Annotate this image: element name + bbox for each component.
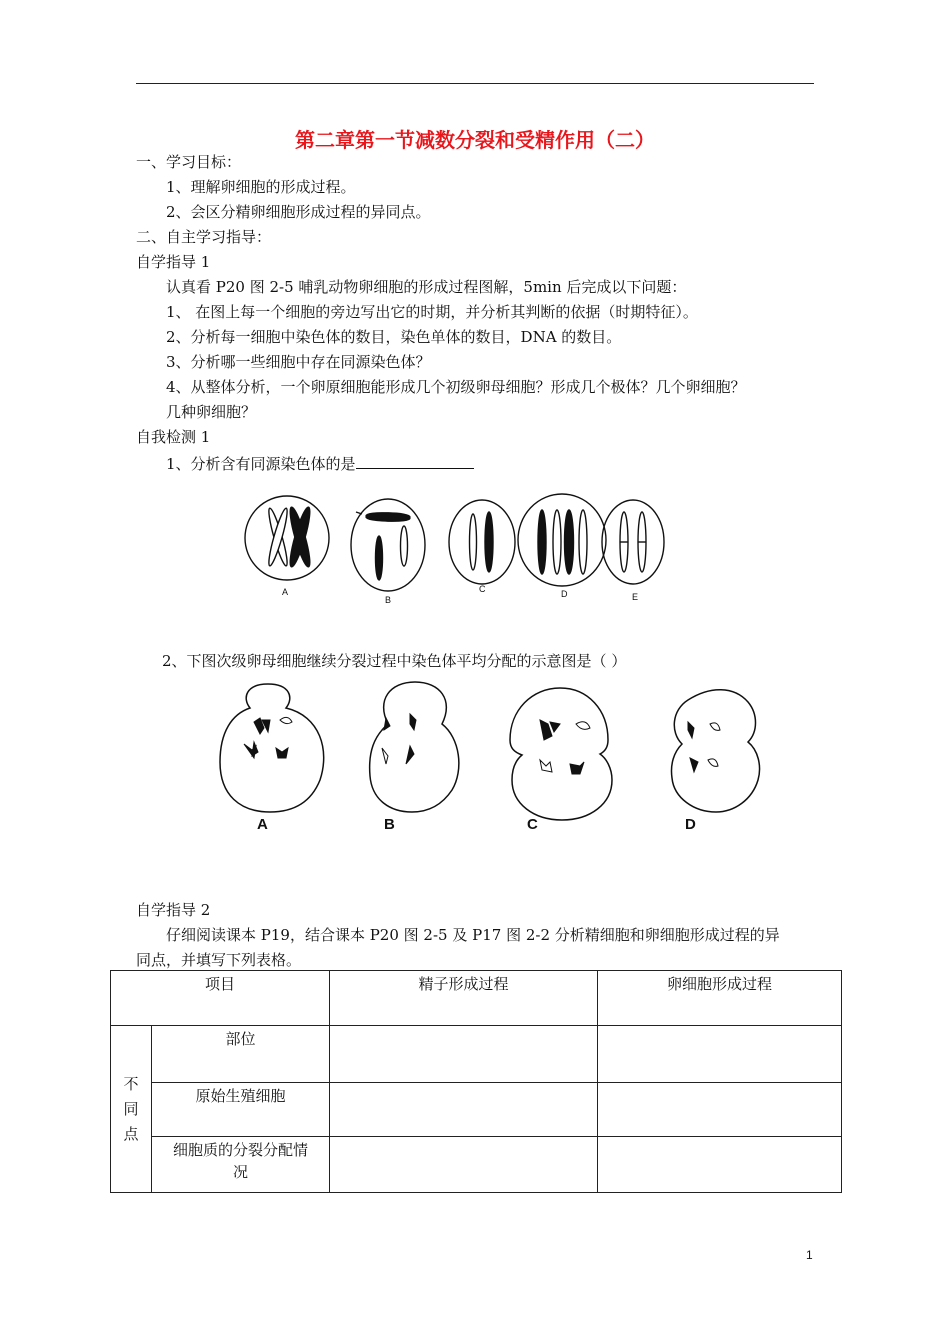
row-label: 部位 [152,1026,330,1083]
group-char: 点 [123,1124,139,1143]
check1-heading: 自我检测 1 [136,428,211,446]
cell-e [602,500,664,584]
guide1-heading: 自学指导 1 [136,253,211,271]
fig2-label: A [257,816,268,833]
table-row [111,1137,842,1193]
table-row [111,1026,842,1083]
guide1-question: 3、分析哪一些细胞中存在同源染色体？ [166,353,431,371]
fig1-label: C [479,584,486,594]
answer-cell[interactable] [598,1083,842,1137]
group-char: 不 [123,1074,139,1093]
fig2-label: C [527,816,538,833]
guide2-heading: 自学指导 2 [136,901,211,919]
cell-c [449,500,515,584]
guide-heading: 二、自主学习指导： [136,228,272,246]
cell-b [370,682,459,812]
fig2-label: D [685,816,696,833]
fig1-label: A [282,587,289,597]
cell-c [510,688,612,820]
row-label: 细胞质的分裂分配情况 [152,1137,330,1193]
cell-d [671,690,759,812]
answer-cell[interactable] [330,1137,598,1193]
table-row [111,1083,842,1137]
chromosome-cells-figure [238,490,658,615]
goal-item: 2、会区分精卵细胞形成过程的异同点。 [166,203,431,221]
answer-blank[interactable] [356,452,474,469]
page-title: 第二章第一节减数分裂和受精作用（二） [295,128,655,152]
guide1-intro: 认真看 P20 图 2-5 哺乳动物卵细胞的形成过程图解，5min 后完成以下问题： [166,278,687,296]
row-label: 原始生殖细胞 [152,1083,330,1137]
fig1-label: B [385,595,392,605]
comparison-table [110,970,842,1193]
cell-a [220,684,324,812]
guide1-question: 1、 在图上每一个细胞的旁边写出它的时期，并分析其判断的依据（时期特征）。 [166,303,698,321]
answer-cell[interactable] [330,1083,598,1137]
group-label [111,1026,152,1193]
answer-cell[interactable] [598,1026,842,1083]
goals-heading: 一、学习目标： [136,153,242,171]
guide1-question: 4、从整体分析，一个卵原细胞能形成几个初级卵母细胞？形成几个极体？几个卵细胞？ [166,378,746,396]
fig1-label: E [632,592,639,602]
question-text: 1、分析含有同源染色体的是 [166,455,356,473]
guide2-text-cont: 同点，并填写下列表格。 [136,951,302,969]
guide2-text: 仔细阅读课本 P19，结合课本 P20 图 2-5 及 P17 图 2-2 分析精细胞和卵细胞形成过程的异 [166,926,780,944]
goal-item: 1、理解卵细胞的形成过程。 [166,178,356,196]
oocyte-division-figure [210,680,770,840]
fig2-label: B [384,816,395,833]
header-rule [136,83,814,84]
header-egg: 卵细胞形成过程 [598,971,842,1026]
check1-question-1 [166,452,474,474]
answer-cell[interactable] [330,1026,598,1083]
page-number: 1 [806,1248,813,1262]
guide1-question-cont: 几种卵细胞？ [166,403,257,421]
header-sperm: 精子形成过程 [330,971,598,1026]
cell-d [518,494,606,586]
answer-cell[interactable] [598,1137,842,1193]
header-item: 项目 [111,971,330,1026]
guide1-question: 2、分析每一细胞中染色体的数目，染色单体的数目，DNA 的数目。 [166,328,622,346]
check1-question-2: 2、下图次级卵母细胞继续分裂过程中染色体平均分配的示意图是（ ） [162,652,627,670]
table-header-row [111,971,842,1026]
group-char: 同 [123,1099,139,1118]
fig1-label: D [561,589,568,599]
